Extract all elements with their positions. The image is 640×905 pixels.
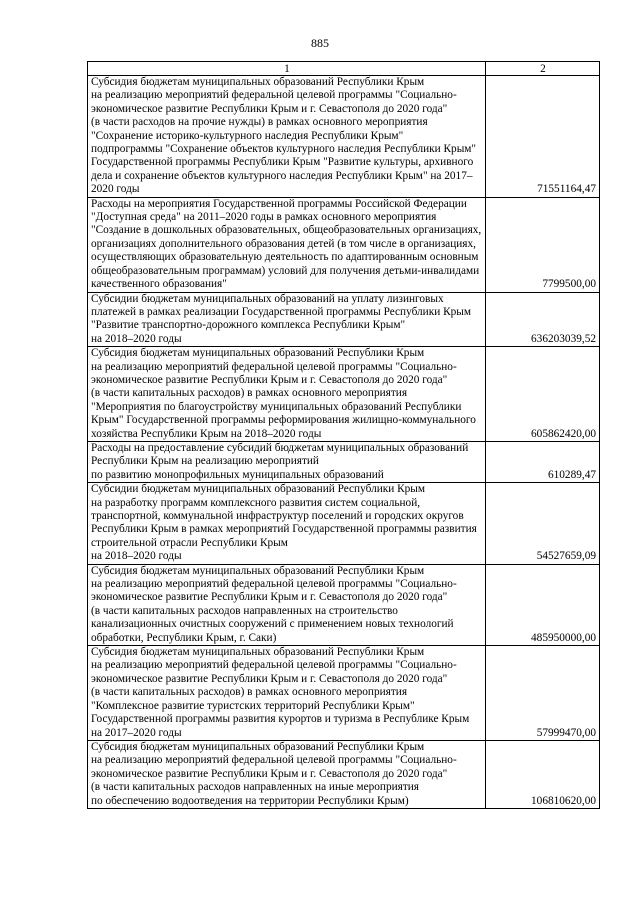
row-amount: 71551164,47 <box>486 76 600 198</box>
row-description: Субсидия бюджетам муниципальных образований Республики Крым на реализацию мероприятий федеральной целевой программы "Социально-экономическое развитие Республики Крым и г. Севастополя до 2020 года" (в части расходов на прочие нужды) в рамках основного мероприятия "Сохранение историко-культурного наследия Республики Крым" подпрограммы "Сохранение объектов культурного наследия Республики Крым" Государственной программы Республики Крым "Развитие культуры, архивного дела и сохранение объектов культурного наследия Республики Крым" на 2017–2020 годы <box>88 76 486 198</box>
table-row <box>88 197 600 292</box>
table-row <box>88 347 600 442</box>
row-amount: 636203039,52 <box>486 292 600 347</box>
row-description: Субсидия бюджетам муниципальных образований Республики Крым на реализацию мероприятий федеральной целевой программы "Социально-экономическое развитие Республики Крым и г. Севастополя до 2020 года" (в части капитальных расходов) в рамках основного мероприятия "Комплексное развитие туристских территорий Республики Крым" Государственной программы развития курортов и туризма в Республике Крым на 2017–2020 годы <box>88 646 486 741</box>
table-header-row <box>88 62 600 76</box>
row-amount: 485950000,00 <box>486 564 600 645</box>
row-description: Расходы на предоставление субсидий бюджетам муниципальных образований Республики Крым на реализацию мероприятий по развитию монопрофильных муниципальных образований <box>88 441 486 482</box>
row-description: Субсидии бюджетам муниципальных образований Республики Крым на разработку программ комплексного развития систем социальной, транспортной, коммунальной инфраструктур поселений и городских округов Республики Крым в рамках мероприятий Государственной программы развития строительной отрасли Республики Крым на 2018–2020 годы <box>88 483 486 564</box>
row-description: Субсидия бюджетам муниципальных образований Республики Крым на реализацию мероприятий федеральной целевой программы "Социально-экономическое развитие Республики Крым и г. Севастополя до 2020 года" (в части капитальных расходов направленных на иные мероприятия по обеспечению водоотведения на территории Республики Крым) <box>88 740 486 808</box>
budget-table <box>87 61 600 809</box>
row-description: Субсидия бюджетам муниципальных образований Республики Крым на реализацию мероприятий федеральной целевой программы "Социально-экономическое развитие Республики Крым и г. Севастополя до 2020 года" (в части капитальных расходов направленных на строительство канализационных очистных сооружений с применением новых технологий обработки, Республики Крым, г. Саки) <box>88 564 486 645</box>
table-row <box>88 441 600 482</box>
row-amount: 57999470,00 <box>486 646 600 741</box>
table-row <box>88 740 600 808</box>
table-row <box>88 564 600 645</box>
row-amount: 106810620,00 <box>486 740 600 808</box>
row-description: Субсидии бюджетам муниципальных образований на уплату лизинговых платежей в рамках реализации Государственной программы Республики Крым "Развитие транспортно-дорожного комплекса Республики Крым" на 2018–2020 годы <box>88 292 486 347</box>
row-amount: 610289,47 <box>486 441 600 482</box>
table-row <box>88 76 600 198</box>
table-row <box>88 483 600 564</box>
column-header-2: 2 <box>486 62 600 76</box>
column-header-1: 1 <box>88 62 486 76</box>
table-row <box>88 292 600 347</box>
row-amount: 605862420,00 <box>486 347 600 442</box>
row-description: Субсидия бюджетам муниципальных образований Республики Крым на реализацию мероприятий федеральной целевой программы "Социально-экономическое развитие Республики Крым и г. Севастополя до 2020 года" (в части капитальных расходов) в рамках основного мероприятия "Мероприятия по благоустройству муниципальных образований Республики Крым" Государственной программы реформирования жилищно-коммунального хозяйства Республики Крым на 2018–2020 годы <box>88 347 486 442</box>
row-description: Расходы на мероприятия Государственной программы Российской Федерации "Доступная среда" на 2011–2020 годы в рамках основного мероприятия "Создание в дошкольных образовательных, общеобразовательных организациях, организациях дополнительного образования детей (в том числе в организациях, осуществляющих образовательную деятельность по адаптированным основным общеобразовательным программам) условий для получения детьми-инвалидами качественного образования" <box>88 197 486 292</box>
row-amount: 54527659,09 <box>486 483 600 564</box>
table-row <box>88 646 600 741</box>
row-amount: 7799500,00 <box>486 197 600 292</box>
page-number: 885 <box>311 36 329 50</box>
